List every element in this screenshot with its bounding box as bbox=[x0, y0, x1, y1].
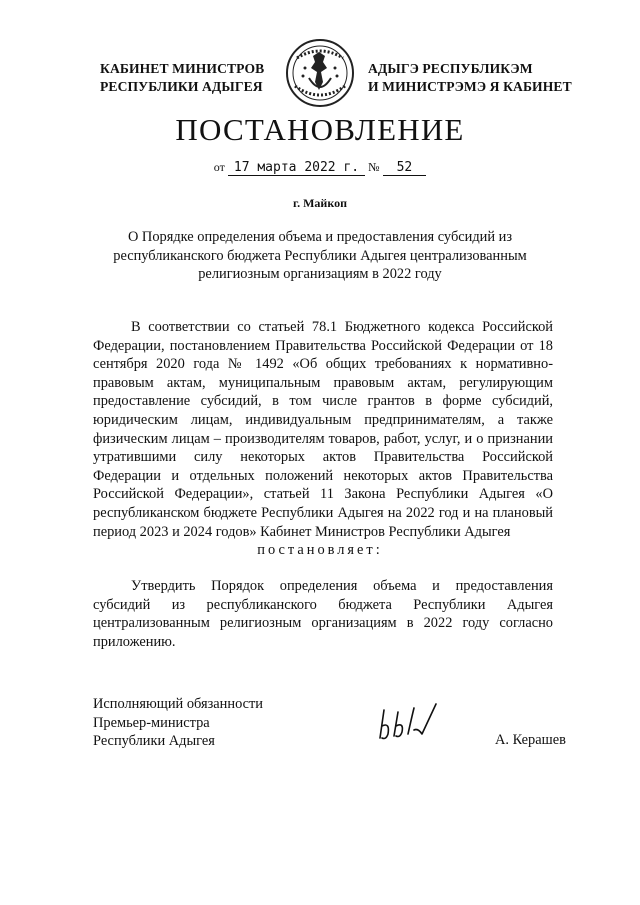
coat-of-arms-icon bbox=[285, 38, 355, 108]
city-line: г. Майкоп bbox=[292, 196, 347, 210]
signatory-name: А. Керашев bbox=[495, 732, 566, 748]
header-left bbox=[100, 60, 280, 96]
document-number: 52 bbox=[383, 161, 427, 176]
number-sign: № bbox=[368, 160, 380, 174]
signatory-role bbox=[93, 695, 263, 751]
resolution-text: Утвердить Порядок определения объема и предоставления субсидий из республиканского бюджета Республики Адыгея централизованным религиозным организациям в 2022 году согласно приложению. bbox=[93, 578, 553, 650]
handwritten-signature bbox=[374, 700, 444, 748]
resolution-paragraph bbox=[93, 577, 553, 651]
signatory-role-line2: Премьер-министра bbox=[93, 714, 210, 731]
signature-icon bbox=[374, 700, 444, 748]
date-number-line bbox=[0, 160, 640, 176]
date-prefix: от bbox=[213, 160, 225, 174]
signatory-role-line1: Исполняющий обязанности bbox=[93, 696, 264, 712]
preamble-paragraph bbox=[93, 318, 553, 541]
document-type-title: ПОСТАНОВЛЕНИЕ bbox=[175, 112, 465, 147]
header-left-line1: КАБИНЕТ МИНИСТРОВ bbox=[100, 61, 265, 76]
header-right-line2: И МИНИСТРЭМЭ Я КАБИНЕТ bbox=[368, 79, 572, 94]
date-value: 17 марта 2022 г. bbox=[228, 161, 365, 176]
header-right bbox=[368, 60, 588, 96]
coat-of-arms-emblem bbox=[285, 38, 355, 108]
signatory-role-line3: Республики Адыгея bbox=[93, 733, 215, 750]
preamble-text: В соответствии со статьей 78.1 Бюджетного кодекса Российской Федерации, постановлением Правительства Российской Федерации от 18 сентября 2020 года № 1492 «Об общих требованиях к нормативно-правовым актам, муниципальным правовым актам, регулирующим предоставление субсидий, в том числе грантов в форме субсидий, юридическим лицам, индивидуальным предпринимателям, а также физическим лицам – производителям товаров, работ, услуг, и о признании утратившими силу некоторых актов Правительства Российской Федерации и отдельных положений некоторых актов Правительства Российской Федерации», статьей 11 Закона Республики Адыгея «О республиканском бюджете Республики Адыгея на 2022 год и на плановый период 2023 и 2024 годов» Кабинет Министров Республики Адыгея bbox=[93, 319, 553, 540]
decree-word: постановляет: bbox=[257, 542, 383, 558]
header-left-line2: РЕСПУБЛИКИ АДЫГЕЯ bbox=[100, 79, 263, 94]
header-right-line1: АДЫГЭ РЕСПУБЛИКЭМ bbox=[368, 61, 533, 76]
document-subject-title: О Порядке определения объема и предоставления субсидий из республиканского бюджета Республики Адыгея централизованным религиозным организациям в 2022 году bbox=[113, 229, 527, 282]
